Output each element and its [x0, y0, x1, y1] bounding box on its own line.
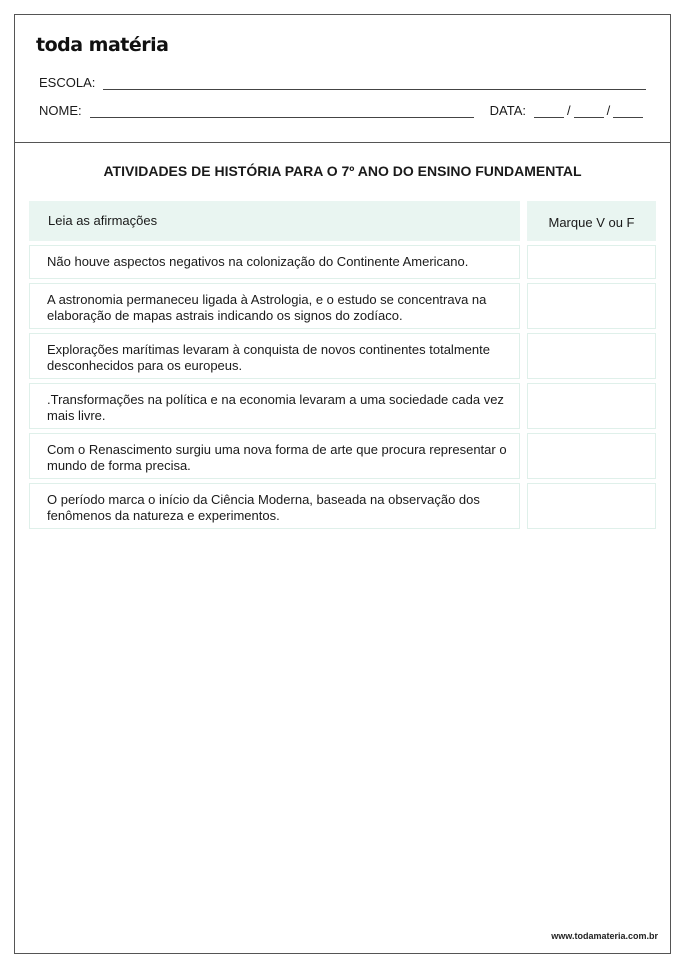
name-date-row	[39, 103, 646, 118]
table-header	[29, 201, 656, 241]
answer-cell[interactable]	[527, 245, 656, 279]
worksheet-page	[14, 14, 671, 954]
answer-column-header: Marque V ou F	[527, 201, 656, 241]
table-row	[29, 483, 656, 529]
statement-cell: Com o Renascimento surgiu uma nova forma de arte que procura representar o mundo de forma precisa.	[29, 433, 520, 479]
worksheet-header	[15, 15, 670, 143]
name-input-line[interactable]	[90, 105, 474, 118]
date-label: DATA:	[489, 103, 526, 118]
table-row	[29, 283, 656, 329]
date-year-line[interactable]	[613, 105, 643, 118]
statement-cell: Explorações marítimas levaram à conquista de novos continentes totalmente desconhecidos para os europeus.	[29, 333, 520, 379]
date-month-line[interactable]	[574, 105, 604, 118]
footer-url: www.todamateria.com.br	[551, 931, 658, 941]
table-row	[29, 333, 656, 379]
brand-logo: toda matéria	[36, 34, 169, 56]
statement-cell: A astronomia permaneceu ligada à Astrologia, e o estudo se concentrava na elaboração de mapas astrais indicando os signos do zodíaco.	[29, 283, 520, 329]
school-input-line[interactable]	[103, 77, 646, 90]
table-row	[29, 383, 656, 429]
answer-cell[interactable]	[527, 383, 656, 429]
date-separator: /	[566, 103, 571, 118]
statement-cell: O período marca o início da Ciência Moderna, baseada na observação dos fenômenos da natureza e experimentos.	[29, 483, 520, 529]
true-false-table	[29, 201, 656, 533]
date-day-line[interactable]	[534, 105, 564, 118]
statements-column-header: Leia as afirmações	[29, 201, 520, 241]
date-separator: /	[606, 103, 611, 118]
worksheet-title: ATIVIDADES DE HISTÓRIA PARA O 7º ANO DO ENSINO FUNDAMENTAL	[103, 163, 582, 179]
answer-cell[interactable]	[527, 283, 656, 329]
school-field-row	[39, 75, 646, 90]
statement-cell: Não houve aspectos negativos na colonização do Continente Americano.	[29, 245, 520, 279]
school-label: ESCOLA:	[39, 75, 96, 90]
name-label: NOME:	[39, 103, 82, 118]
answer-cell[interactable]	[527, 483, 656, 529]
answer-cell[interactable]	[527, 333, 656, 379]
table-row	[29, 245, 656, 279]
table-row	[29, 433, 656, 479]
answer-cell[interactable]	[527, 433, 656, 479]
statement-cell: .Transformações na política e na economia levaram a uma sociedade cada vez mais livre.	[29, 383, 520, 429]
